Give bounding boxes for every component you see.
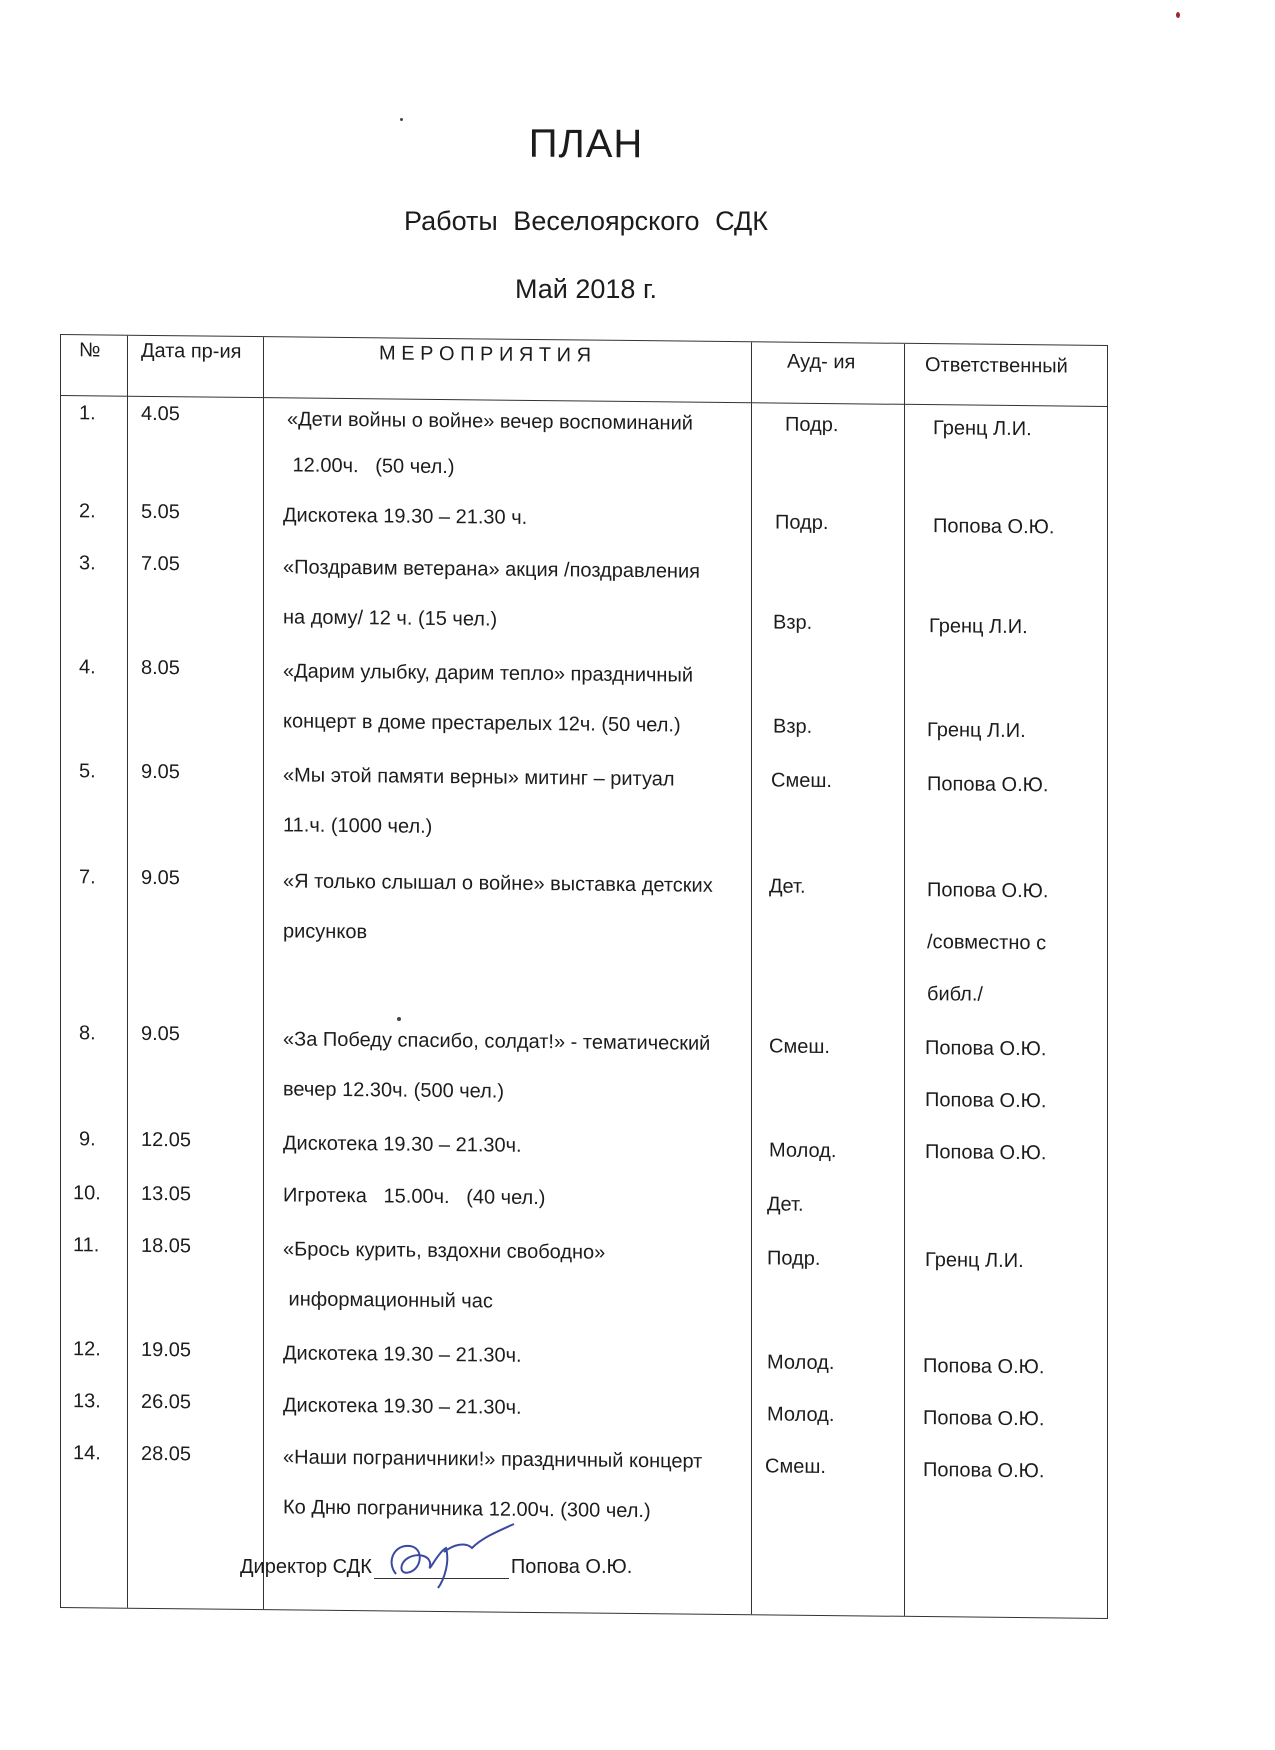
row-date: 9.05 [141, 760, 180, 784]
row-audience: Молод. [769, 1139, 837, 1163]
row-event-line: 11.ч. (1000 чел.) [283, 814, 433, 838]
column-divider [904, 344, 905, 1616]
row-responsible: Гренц Л.И. [933, 417, 1032, 441]
header-date: Дата пр-ия [141, 339, 242, 363]
row-number: 13. [73, 1390, 101, 1413]
row-event-line: на дому/ 12 ч. (15 чел.) [283, 606, 498, 631]
header-num: № [79, 339, 101, 362]
row-event-line: Дискотека 19.30 – 21.30ч. [283, 1132, 522, 1157]
document-subtitle: Работы Веселоярского СДК [404, 206, 768, 236]
row-date: 28.05 [141, 1442, 192, 1466]
signature-title: Директор СДК [240, 1556, 372, 1578]
row-number: 11. [73, 1234, 100, 1257]
row-responsible: Гренц Л.И. [929, 615, 1028, 639]
row-date: 5.05 [141, 500, 180, 524]
row-responsible: Попова О.Ю. [923, 1459, 1045, 1483]
row-responsible: Гренц Л.И. [925, 1249, 1024, 1273]
row-audience: Смеш. [765, 1455, 826, 1479]
signature-name: Попова О.Ю. [510, 1556, 633, 1578]
row-number: 5. [79, 760, 96, 783]
row-responsible: Попова О.Ю. [925, 1141, 1047, 1165]
header-responsible: Ответственный [925, 354, 1068, 378]
row-responsible: библ./ [927, 983, 983, 1006]
row-date: 4.05 [141, 402, 180, 426]
column-divider [751, 342, 752, 1614]
row-responsible: Попова О.Ю. [933, 515, 1055, 539]
row-event-line: «Наши пограничники!» праздничный концерт [283, 1446, 703, 1473]
row-audience: Смеш. [769, 1035, 830, 1059]
row-date: 13.05 [141, 1182, 192, 1206]
row-event-line: информационный час [283, 1288, 493, 1313]
row-responsible: Попова О.Ю. [925, 1089, 1047, 1113]
row-audience: Молод. [767, 1351, 835, 1375]
signature-line [374, 1560, 509, 1579]
row-event-line: 12.00ч. (50 чел.) [287, 454, 455, 479]
row-event-line: «Мы этой памяти верны» митинг – ритуал [283, 764, 675, 791]
plan-table [60, 334, 1108, 1619]
row-date: 19.05 [141, 1338, 192, 1362]
row-number: 14. [73, 1442, 101, 1465]
row-responsible: Попова О.Ю. [925, 1037, 1047, 1061]
row-event-line: «Дети войны о войне» вечер воспоминаний [287, 408, 693, 435]
row-event-line: Дискотека 19.30 – 21.30 ч. [283, 504, 528, 529]
row-date: 8.05 [141, 656, 180, 680]
row-number: 1. [79, 402, 96, 425]
row-number: 10. [73, 1182, 101, 1205]
row-number: 7. [79, 866, 96, 889]
row-audience: Взр. [773, 715, 813, 738]
row-event-line: Ко Дню пограничника 12.00ч. (300 чел.) [283, 1496, 651, 1523]
column-divider [263, 337, 264, 1609]
row-event-line: «Дарим улыбку, дарим тепло» праздничный [283, 660, 693, 687]
scan-speck [1176, 12, 1180, 18]
row-responsible: Попова О.Ю. [923, 1355, 1045, 1379]
row-number: 3. [79, 552, 96, 575]
scan-speck [400, 118, 403, 121]
row-date: 9.05 [141, 1022, 180, 1046]
row-event-line: Игротека 15.00ч. (40 чел.) [283, 1184, 546, 1210]
row-number: 2. [79, 500, 96, 523]
row-event-line: вечер 12.30ч. (500 чел.) [283, 1078, 505, 1103]
row-audience: Взр. [773, 611, 813, 634]
row-date: 7.05 [141, 552, 180, 576]
row-audience: Подр. [785, 413, 839, 437]
row-event-line: Дискотека 19.30 – 21.30ч. [283, 1394, 522, 1419]
row-responsible: Попова О.Ю. [927, 773, 1049, 797]
row-date: 12.05 [141, 1128, 192, 1152]
row-responsible: /совместно с [927, 931, 1047, 955]
row-audience: Смеш. [771, 769, 832, 793]
row-number: 12. [73, 1338, 101, 1361]
document-title: ПЛАН [528, 122, 644, 166]
row-responsible: Попова О.Ю. [927, 879, 1049, 903]
row-number: 4. [79, 656, 96, 679]
row-number: 8. [79, 1022, 96, 1045]
row-audience: Подр. [775, 511, 829, 535]
column-divider [127, 336, 128, 1608]
row-event-line: «Поздравим ветерана» акция /поздравления [283, 556, 700, 583]
row-event-line: «Я только слышал о войне» выставка детских [283, 870, 713, 897]
row-event-line: «Брось курить, вздохни свободно» [283, 1238, 606, 1264]
row-responsible: Попова О.Ю. [923, 1407, 1045, 1431]
row-event-line: рисунков [283, 920, 368, 944]
header-divider [61, 395, 1107, 407]
row-audience: Подр. [767, 1247, 821, 1270]
document-month: Май 2018 г. [514, 274, 657, 304]
signature-block [240, 1556, 632, 1579]
row-event-line: «За Победу спасибо, солдат!» - тематический [283, 1028, 711, 1055]
header-event: М Е Р О П Р И Я Т И Я [379, 342, 592, 367]
row-date: 18.05 [141, 1234, 192, 1258]
row-event-line: концерт в доме престарелых 12ч. (50 чел.) [283, 710, 681, 737]
row-audience: Молод. [767, 1403, 835, 1427]
row-audience: Дет. [769, 875, 806, 898]
row-number: 9. [79, 1128, 96, 1151]
row-responsible: Гренц Л.И. [927, 719, 1026, 743]
row-date: 9.05 [141, 866, 180, 890]
row-date: 26.05 [141, 1390, 192, 1414]
handwritten-signature-icon [374, 1522, 524, 1592]
row-audience: Дет. [767, 1193, 804, 1216]
header-audience: Ауд- ия [787, 350, 856, 374]
row-event-line: Дискотека 19.30 – 21.30ч. [283, 1342, 522, 1367]
